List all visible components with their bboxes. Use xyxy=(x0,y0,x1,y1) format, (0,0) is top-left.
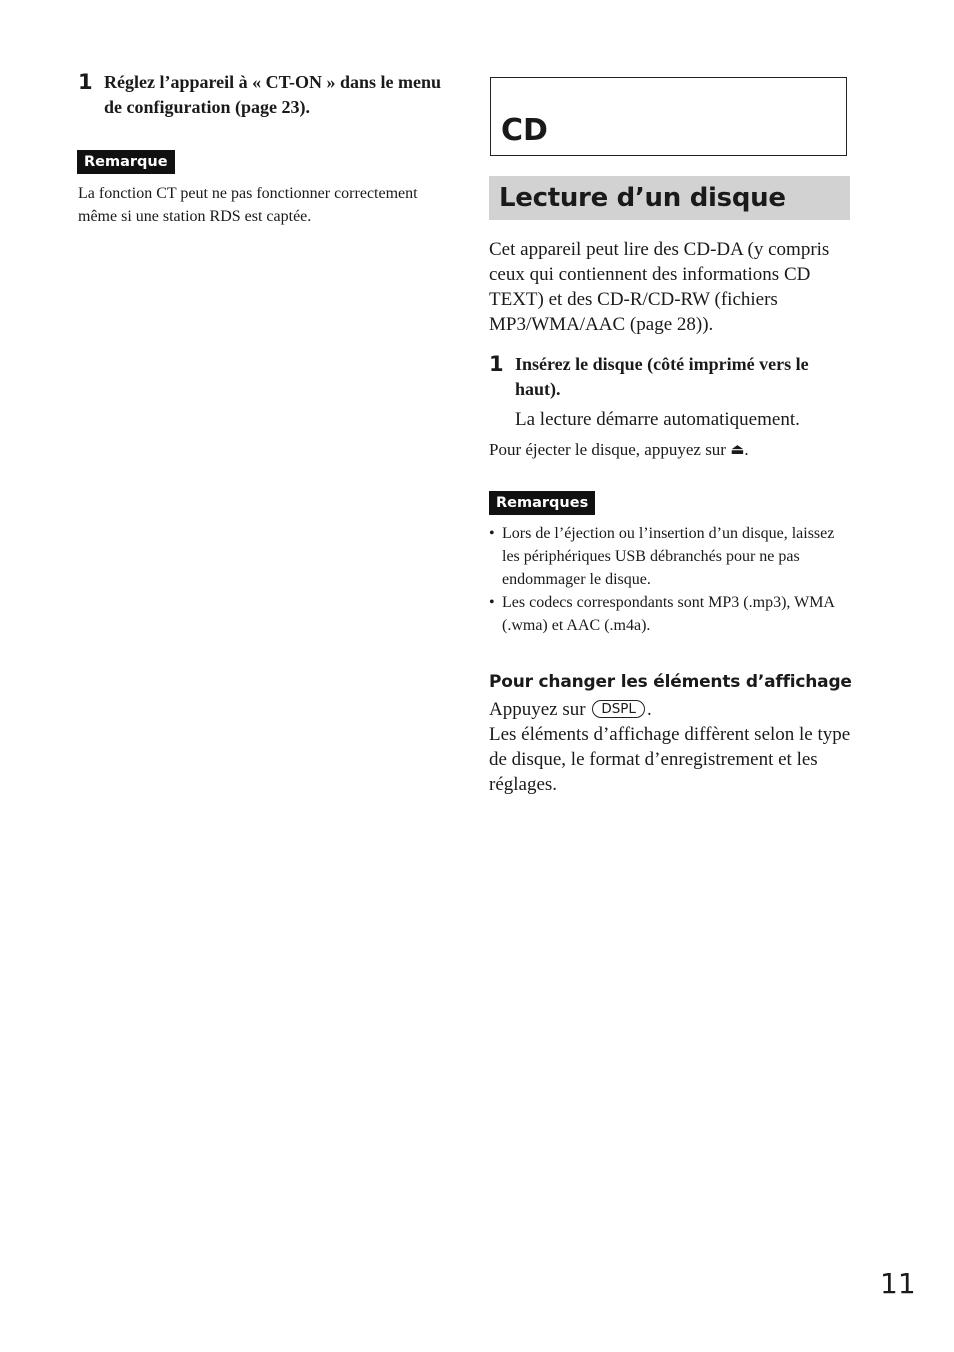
note-text: La fonction CT peut ne pas fonctionner correctement même si une station RDS est captée. xyxy=(78,185,418,225)
list-item xyxy=(489,522,851,591)
eject-icon: ⏏ xyxy=(730,442,745,458)
step-instruction: Insérez le disque (côté imprimé vers le haut). xyxy=(515,354,809,399)
step-ct-on xyxy=(78,70,458,120)
eject-instruction xyxy=(489,438,849,462)
step-number: 1 xyxy=(489,352,504,376)
press-instruction xyxy=(489,697,652,722)
step-instruction: Réglez l’appareil à « CT-ON » dans le menu de configuration (page 23). xyxy=(104,72,442,117)
category-title: CD xyxy=(501,113,548,148)
bullet-icon: • xyxy=(489,594,495,611)
note-label: Remarque xyxy=(77,150,175,174)
note-item-text: Les codecs correspondants sont MP3 (.mp3), WMA (.wma) et AAC (.m4a). xyxy=(502,594,835,634)
sub-heading: Pour changer les éléments d’affichage xyxy=(489,672,852,692)
page-number: 11 xyxy=(880,1267,916,1300)
dspl-button-icon: DSPL xyxy=(592,700,645,718)
category-header-box xyxy=(490,77,847,156)
intro-paragraph: Cet appareil peut lire des CD-DA (y compris ceux qui contiennent des informations CD TEXT) et des CD-R/CD-RW (fichiers MP3/WMA/AAC (page 28)). xyxy=(489,239,830,335)
press-suffix: . xyxy=(646,699,652,720)
section-title: Lecture d’un disque xyxy=(499,183,786,213)
eject-text: Pour éjecter le disque, appuyez sur xyxy=(489,440,726,459)
notes-list xyxy=(489,522,851,637)
notes-label: Remarques xyxy=(489,491,595,515)
section-title-bar xyxy=(489,176,850,220)
note-item-text: Lors de l’éjection ou l’insertion d’un disque, laissez les périphériques USB débranchés pour ne pas endommager le disque. xyxy=(502,525,835,588)
eject-end: . xyxy=(744,440,749,459)
bullet-icon: • xyxy=(489,525,495,542)
press-prefix: Appuyez sur xyxy=(489,699,586,720)
list-item xyxy=(489,591,851,637)
display-description: Les éléments d’affichage diffèrent selon le type de disque, le format d’enregistrement et les réglages. xyxy=(489,724,851,795)
step-number: 1 xyxy=(78,70,93,94)
step-insert-disc xyxy=(489,352,851,402)
step-result: La lecture démarre automatiquement. xyxy=(515,409,800,430)
